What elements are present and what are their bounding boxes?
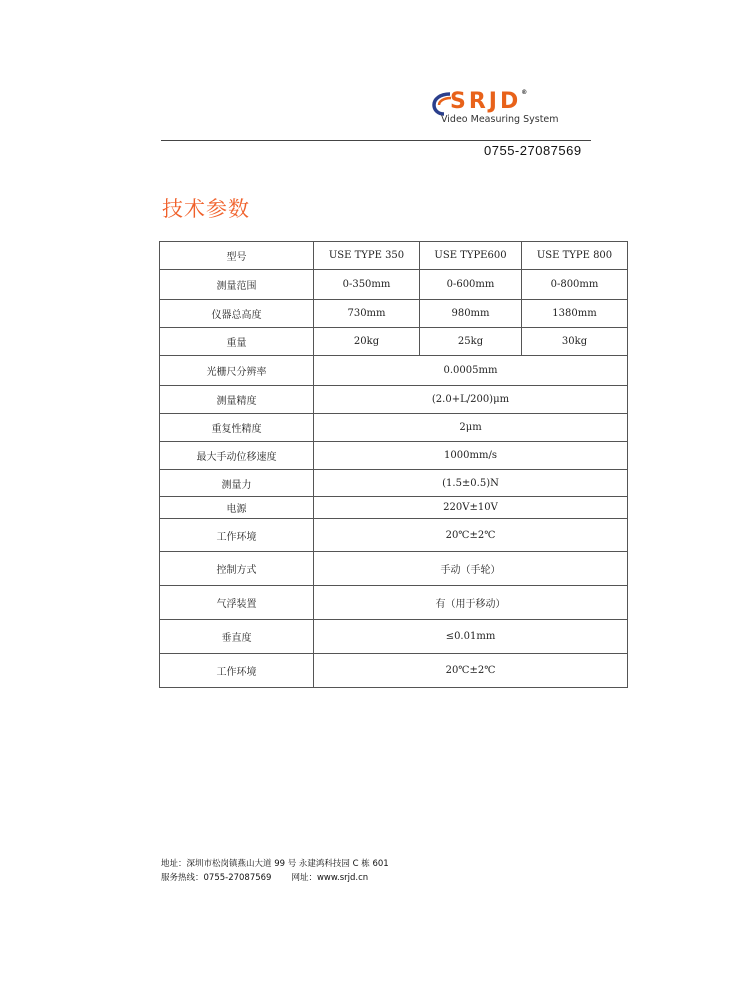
row-value: (1.5±0.5)N (314, 470, 628, 497)
table-header-cell: USE TYPE600 (420, 242, 522, 270)
table-row (160, 414, 628, 442)
table-row (160, 552, 628, 586)
table-header-cell: USE TYPE 350 (314, 242, 420, 270)
footer-hotline: 服务热线：0755-27087569 (161, 873, 272, 883)
row-label: 电源 (160, 497, 314, 519)
table-header-row (160, 242, 628, 270)
row-value: 0-800mm (522, 270, 628, 300)
row-label: 测量范围 (160, 270, 314, 300)
row-value: 手动（手轮） (314, 552, 628, 586)
row-value: 1380mm (522, 300, 628, 328)
row-value: 0.0005mm (314, 356, 628, 386)
table-row (160, 386, 628, 414)
page-footer (161, 857, 389, 885)
row-value: ≤0.01mm (314, 620, 628, 654)
footer-address: 地址：深圳市松岗镇燕山大道 99 号 永建鸿科技园 C 栋 601 (161, 859, 389, 869)
row-value: 220V±10V (314, 497, 628, 519)
row-value: 980mm (420, 300, 522, 328)
header-phone: 0755-27087569 (484, 143, 582, 158)
footer-contact-line (161, 871, 389, 885)
row-label: 测量精度 (160, 386, 314, 414)
table-header-cell: USE TYPE 800 (522, 242, 628, 270)
row-label: 工作环境 (160, 654, 314, 688)
table-row (160, 300, 628, 328)
table-row (160, 270, 628, 300)
row-label: 垂直度 (160, 620, 314, 654)
table-header-cell: 型号 (160, 242, 314, 270)
row-label: 重复性精度 (160, 414, 314, 442)
company-logo (432, 89, 592, 132)
table-row (160, 328, 628, 356)
row-label: 光栅尺分辨率 (160, 356, 314, 386)
row-value: 20℃±2℃ (314, 654, 628, 688)
table-row (160, 356, 628, 386)
row-value: 20℃±2℃ (314, 519, 628, 552)
table-row (160, 470, 628, 497)
row-value: 30kg (522, 328, 628, 356)
table-row (160, 654, 628, 688)
logo-wordmark: SRJD® (450, 89, 528, 114)
logo-subtitle: Video Measuring System (441, 114, 559, 125)
row-value: 1000mm/s (314, 442, 628, 470)
row-value: 有（用于移动） (314, 586, 628, 620)
spec-table (159, 241, 628, 688)
row-value: 0-350mm (314, 270, 420, 300)
spec-table-body (160, 242, 628, 688)
table-row (160, 497, 628, 519)
row-label: 仪器总高度 (160, 300, 314, 328)
row-value: 20kg (314, 328, 420, 356)
row-value: 730mm (314, 300, 420, 328)
row-label: 控制方式 (160, 552, 314, 586)
row-label: 工作环境 (160, 519, 314, 552)
table-row (160, 442, 628, 470)
table-row (160, 620, 628, 654)
row-value: 25kg (420, 328, 522, 356)
row-label: 最大手动位移速度 (160, 442, 314, 470)
row-label: 重量 (160, 328, 314, 356)
row-value: (2.0+L/200)μm (314, 386, 628, 414)
page-title: 技术参数 (162, 197, 250, 221)
row-value: 2μm (314, 414, 628, 442)
row-label: 测量力 (160, 470, 314, 497)
footer-website: 网址：www.srjd.cn (291, 873, 369, 883)
row-label: 气浮装置 (160, 586, 314, 620)
table-row (160, 586, 628, 620)
table-row (160, 519, 628, 552)
row-value: 0-600mm (420, 270, 522, 300)
header-rule (161, 140, 591, 141)
